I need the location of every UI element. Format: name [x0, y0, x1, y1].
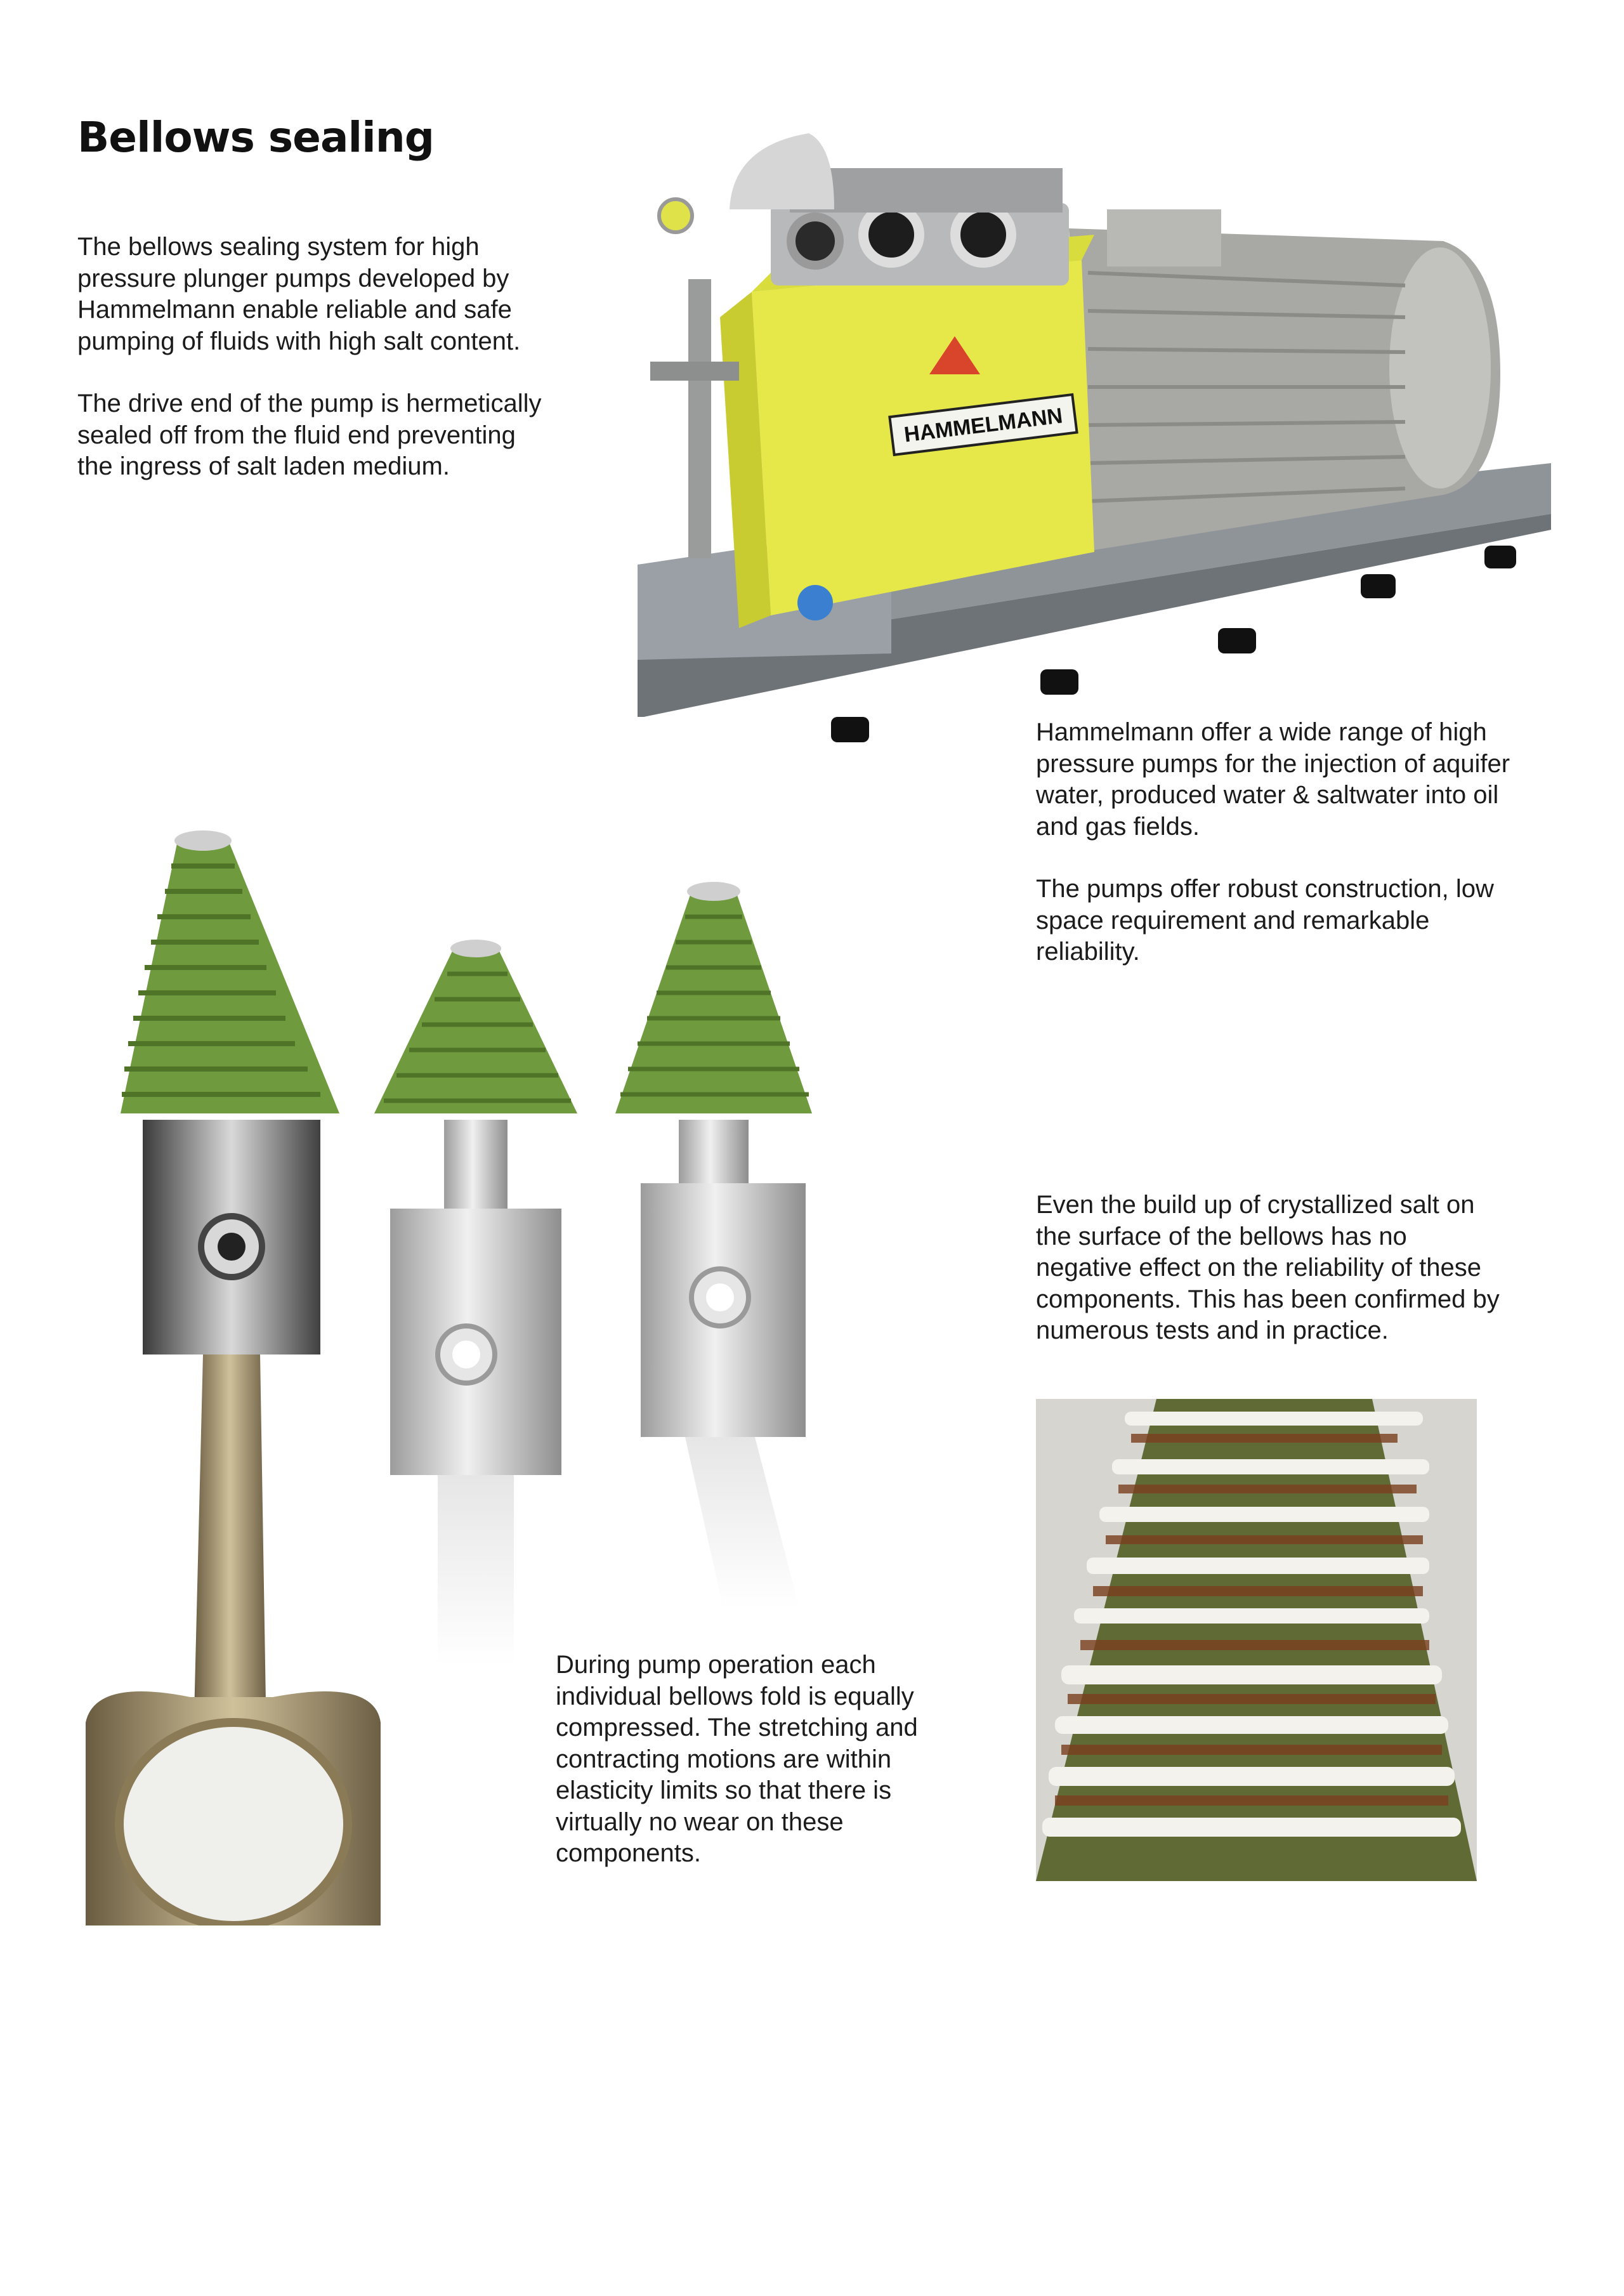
pump-info-paragraph-2: The pumps offer robust construction, low space requirement and remarkable reliability.	[1036, 875, 1494, 966]
bellows-left	[86, 830, 381, 1925]
intro-paragraph-2: The drive end of the pump is hermetically sealed off from the fluid end preventing the ingress of salt laden medium.	[77, 390, 542, 480]
salt-info-text: Even the build up of crystallized salt on the surface of the bellows has no negative effect on the reliability of these components. This has been confirmed by numerous tests and in practice.	[1036, 1191, 1500, 1344]
saltwater-test-photo	[1036, 1399, 1477, 1881]
page-title: Bellows sealing	[77, 113, 434, 162]
bellows-right	[615, 882, 812, 1608]
intro-paragraph-1: The bellows sealing system for high pressure plunger pumps developed by Hammelmann enable reliable and safe pumping of fluids with high salt content.	[77, 233, 521, 355]
bellows-middle	[374, 940, 577, 1665]
intro-text	[77, 232, 547, 514]
pump-brand-plate: HAMMELMANN	[903, 403, 1064, 447]
pump-info-paragraph-1: Hammelmann offer a wide range of high pressure pumps for the injection of aquifer water, produced water & saltwater into oil and gas fields.	[1036, 718, 1510, 841]
pump-info-text	[1036, 717, 1518, 999]
pump-unit-photo	[625, 108, 1551, 768]
operation-info-text: During pump operation each individual bellows fold is equally compressed. The stretching and contracting motions are within elasticity limits so that there is virtually no wear on these components.	[556, 1651, 918, 1867]
